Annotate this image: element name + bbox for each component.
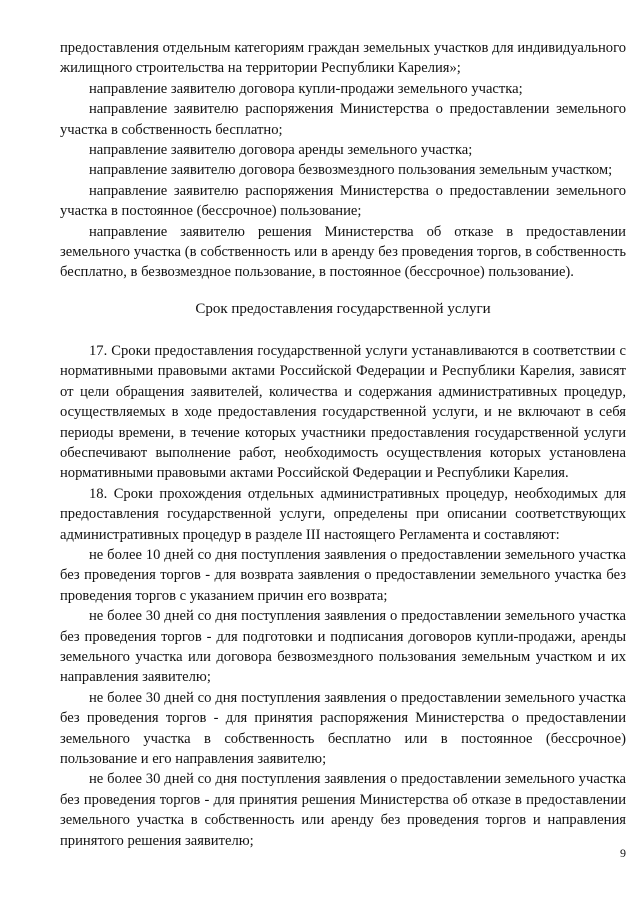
spacer [60, 319, 626, 341]
paragraph: 18. Сроки прохождения отдельных административных процедур, необходимых для предоставления государственной услуги, определены при описании соответствующих административных процедур в разделе III настоящего Регламента и составляют: [60, 485, 626, 543]
paragraph: не более 30 дней со дня поступления заявления о предоставлении земельного участка без проведения торгов - для принятия решения Министерства об отказе в предоставлении земельного участка в собственность или аренду без проведения торгов и направления принятого решения заявителю; [60, 771, 626, 849]
paragraph: направление заявителю договора купли-продажи земельного участка; [89, 80, 523, 97]
paragraph: направление заявителю распоряжения Министерства о предоставлении земельного участка в постоянное (бессрочное) пользование; [60, 182, 626, 220]
paragraph: направление заявителю договора аренды земельного участка; [89, 142, 473, 159]
paragraph: не более 10 дней со дня поступления заявления о предоставлении земельного участка без проведения торгов - для возврата заявления о предоставлении земельного участка без проведения торгов с указанием причин его возврата; [60, 546, 626, 604]
page-number: 9 [620, 846, 626, 860]
spacer [60, 283, 626, 299]
section-title: Срок предоставления государственной услуги [195, 300, 491, 317]
paragraph: направление заявителю распоряжения Министерства о предоставлении земельного участка в собственность бесплатно; [60, 101, 626, 138]
paragraph: направление заявителю решения Министерства об отказе в предоставлении земельного участка (в собственность или в аренду без проведения торгов, в собственность бесплатно, в безвозмездное пользование, в постоянное (бессрочное) пользование). [60, 223, 626, 281]
document-body [60, 38, 626, 851]
paragraph: предоставления отдельным категориям граждан земельных участков для индивидуального жилищного строительства на территории Республики Карелия»; [60, 40, 626, 77]
paragraph: направление заявителю договора безвозмездного пользования земельным участком; [89, 162, 613, 179]
paragraph: 17. Сроки предоставления государственной услуги устанавливаются в соответствии с нормативными правовыми актами Российской Федерации и Республики Карелия, зависят от цели обращения заявителей, количества и содержания административных процедур, осуществляемых в ходе предоставления государственной услуги, и не включают в себя периоды времени, в течение которых участники предоставления государственной услуги обеспечивают выполнение работ, необходимость осуществления которых установлена нормативными правовыми актами Российской Федерации и Республики Карелия. [60, 342, 626, 482]
paragraph: не более 30 дней со дня поступления заявления о предоставлении земельного участка без проведения торгов - для подготовки и подписания договоров купли-продажи, аренды земельного участка или договора безвозмездного пользования земельным участком и их направления заявителю; [60, 608, 626, 686]
paragraph: не более 30 дней со дня поступления заявления о предоставлении земельного участка без проведения торгов - для принятия распоряжения Министерства о предоставлении земельного участка в собственность бесплатно или в постоянное (бессрочное) пользование и его направления заявителю; [60, 689, 626, 767]
